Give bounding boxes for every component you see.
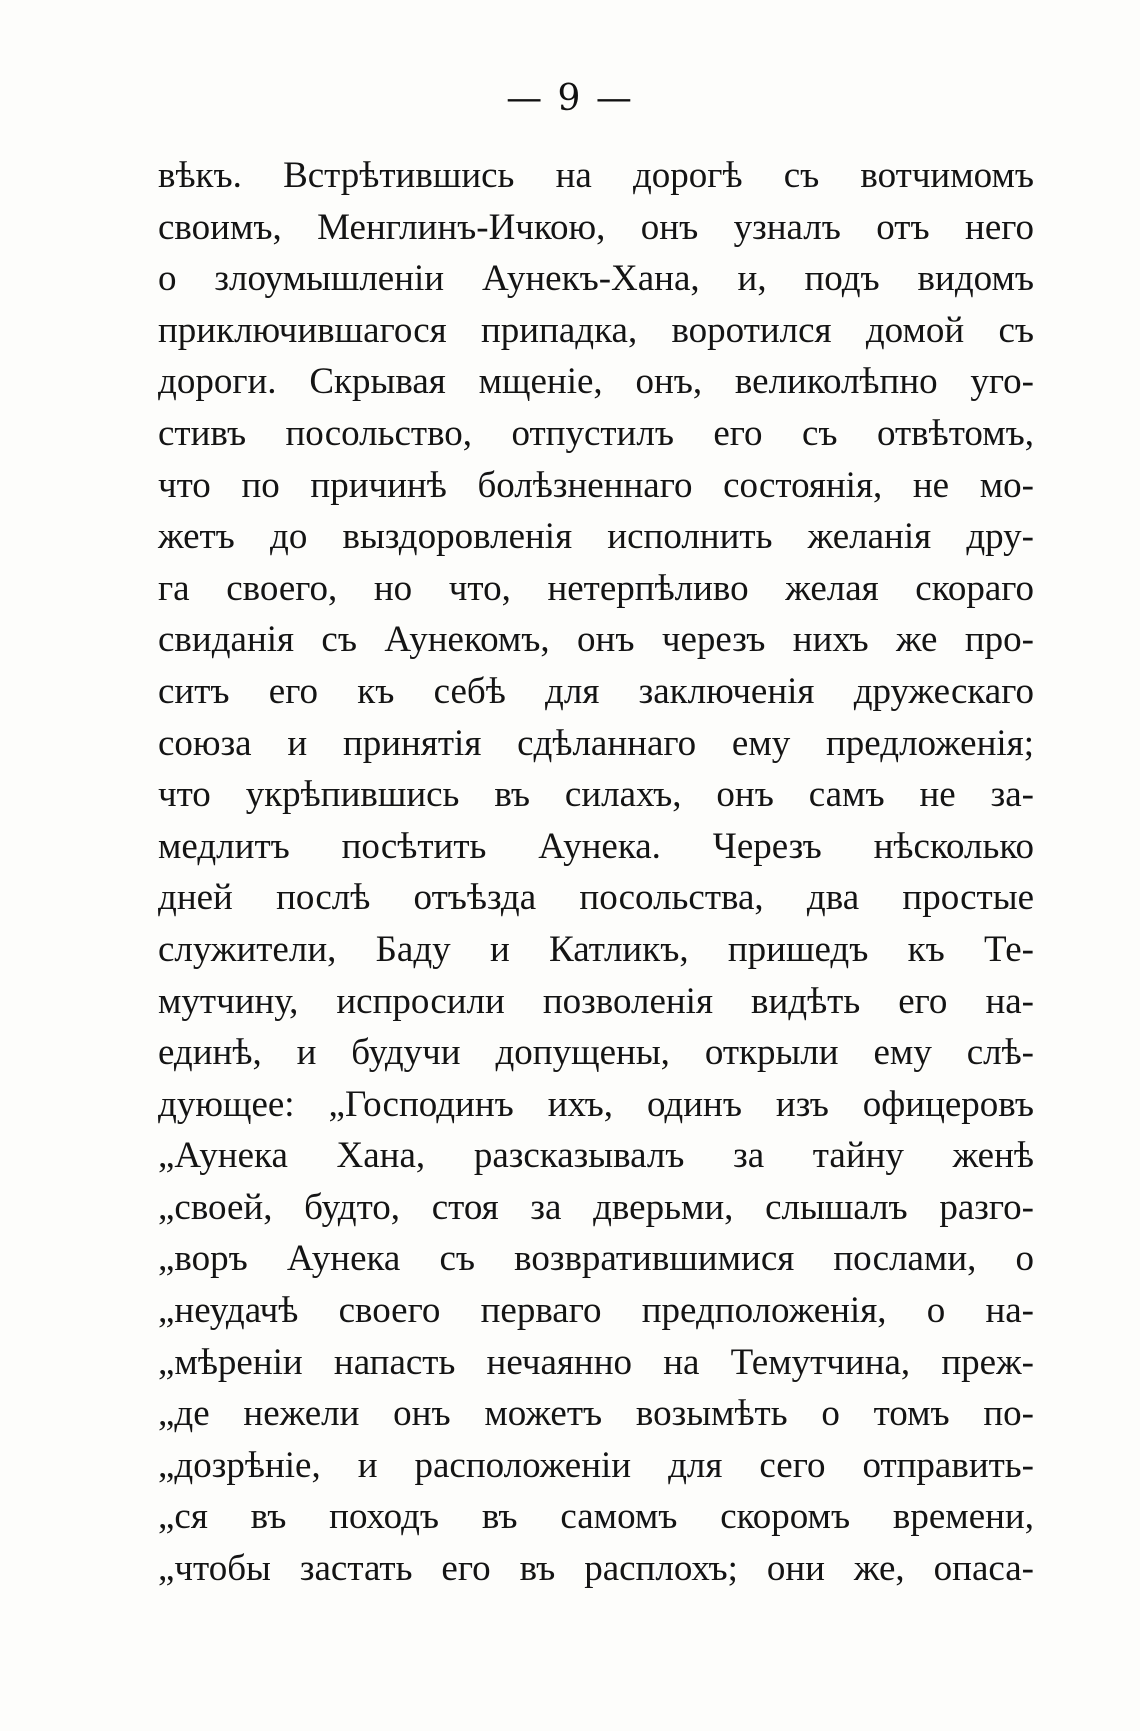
- text-line: что укрѣпившись въ силахъ, онъ самъ не за-: [158, 774, 1034, 816]
- page-number: — 9 —: [506, 78, 634, 119]
- text-line: служители, Баду и Катликъ, пришедъ къ Те-: [158, 928, 1034, 970]
- text-line: „ся въ походъ въ самомъ скоромъ времени,: [158, 1496, 1034, 1538]
- text-line: дороги. Скрывая мщеніе, онъ, великолѣпно уго-: [158, 361, 1034, 403]
- text-line: союза и принятія сдѣланнаго ему предложенія;: [158, 722, 1034, 764]
- text-line: приключившагося припадка, воротился домой съ: [158, 309, 1034, 351]
- text-line: „воръ Аунека съ возвратившимися послами, о: [158, 1238, 1034, 1280]
- text-line: дующее: „Господинъ ихъ, одинъ изъ офицеровъ: [158, 1083, 1034, 1125]
- text-line: своимъ, Менглинъ-Ичкою, онъ узналъ отъ него: [158, 206, 1034, 248]
- text-line: стивъ посольство, отпустилъ его съ отвѣтомъ,: [158, 412, 1034, 454]
- text-line: вѣкъ. Встрѣтившись на дорогѣ съ вотчимомъ: [158, 155, 1034, 196]
- text-line: „мѣреніи напасть нечаянно на Темутчина, преж-: [158, 1341, 1034, 1383]
- text-line: мутчину, испросили позволенія видѣть его на-: [158, 980, 1034, 1022]
- text-line: ситъ его къ себѣ для заключенія дружескаго: [158, 670, 1034, 712]
- text-line: медлитъ посѣтить Аунека. Черезъ нѣсколько: [158, 825, 1034, 867]
- text-line: жетъ до выздоровленія исполнить желанія дру-: [158, 516, 1034, 558]
- body-text: [158, 150, 1034, 1595]
- text-line: единѣ, и будучи допущены, открыли ему слѣ-: [158, 1032, 1034, 1074]
- text-line: „неудачѣ своего перваго предположенія, о на-: [158, 1290, 1034, 1332]
- text-line: дней послѣ отъѣзда посольства, два простые: [158, 877, 1034, 919]
- text-line: „Аунека Хана, разсказывалъ за тайну женѣ: [158, 1135, 1034, 1177]
- text-line: свиданія съ Аунекомъ, онъ черезъ нихъ же про-: [158, 619, 1034, 661]
- text-line: что по причинѣ болѣзненнаго состоянія, не мо-: [158, 464, 1034, 506]
- text-line: „дозрѣніе, и расположеніи для сего отправить-: [158, 1444, 1034, 1486]
- text-line: „де нежели онъ можетъ возымѣть о томъ по-: [158, 1393, 1034, 1435]
- text-line: „своей, будто, стоя за дверьми, слышалъ разго-: [158, 1186, 1034, 1228]
- text-line: о злоумышленіи Аунекъ-Хана, и, подъ видомъ: [158, 258, 1034, 300]
- text-line: га своего, но что, нетерпѣливо желая скораго: [158, 567, 1034, 609]
- text-line: „чтобы застать его въ расплохъ; они же, опаса-: [158, 1548, 1034, 1590]
